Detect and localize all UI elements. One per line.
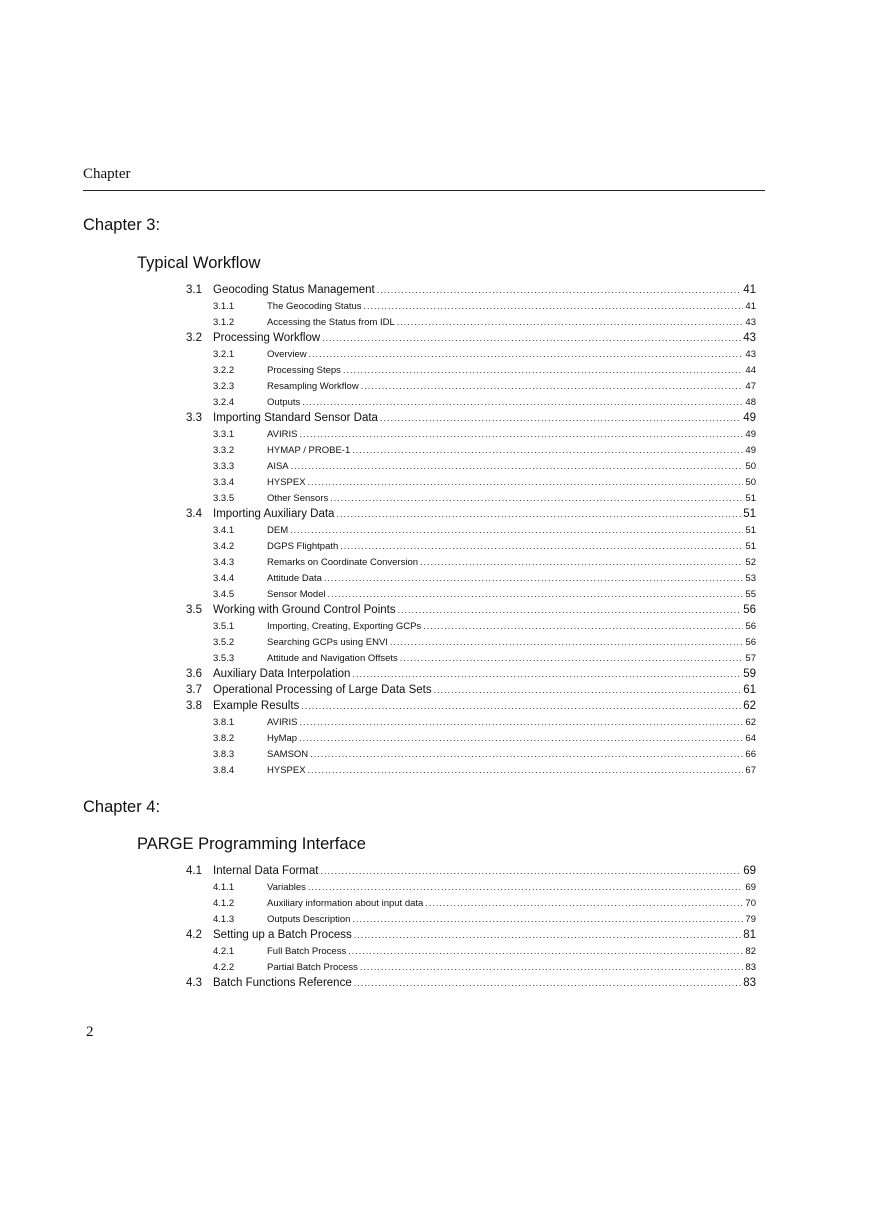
toc-section-entry[interactable] — [186, 682, 756, 698]
dot-leader — [299, 730, 743, 746]
toc-subsection-entry[interactable] — [186, 586, 756, 602]
entry-title: AVIRIS — [267, 717, 298, 728]
entry-title: HYSPEX — [267, 765, 306, 776]
entry-number: 3.5.3 — [213, 653, 235, 664]
entry-title: Full Batch Process — [267, 946, 347, 957]
entry-title: Importing Auxiliary Data — [213, 508, 335, 520]
entry-page-number: 56 — [743, 604, 756, 616]
dot-leader — [354, 975, 741, 991]
dot-leader — [290, 522, 743, 538]
entry-page-number: 57 — [745, 653, 756, 664]
header-rule — [83, 190, 765, 191]
entry-title: HYSPEX — [267, 477, 306, 488]
entry-title: Internal Data Format — [213, 865, 319, 877]
toc-subsection-entry[interactable] — [186, 879, 756, 895]
toc-section-entry[interactable] — [186, 975, 756, 991]
toc-subsection-entry[interactable] — [186, 895, 756, 911]
entry-number: 3.3.1 — [213, 429, 235, 440]
dot-leader — [361, 378, 744, 394]
entry-number: 3.4.4 — [213, 573, 235, 584]
entry-page-number: 83 — [743, 977, 756, 989]
entry-page-number: 43 — [745, 349, 756, 360]
entry-title: Sensor Model — [267, 589, 326, 600]
entry-number: 4.1 — [186, 865, 202, 877]
toc-section-entry[interactable] — [186, 602, 756, 618]
toc-section-entry[interactable] — [186, 330, 756, 346]
toc-subsection-entry[interactable] — [186, 730, 756, 746]
entry-number: 3.2.4 — [213, 397, 235, 408]
toc-subsection-entry[interactable] — [186, 650, 756, 666]
entry-title: DGPS Flightpath — [267, 541, 339, 552]
entry-number: 3.4.3 — [213, 557, 235, 568]
entry-title: Attitude and Navigation Offsets — [267, 653, 398, 664]
entry-title: Searching GCPs using ENVI — [267, 637, 388, 648]
entry-page-number: 69 — [743, 865, 756, 877]
entry-page-number: 62 — [743, 700, 756, 712]
dot-leader — [336, 506, 741, 522]
entry-title: Importing Standard Sensor Data — [213, 412, 378, 424]
entry-page-number: 51 — [745, 525, 756, 536]
toc-subsection-entry[interactable] — [186, 490, 756, 506]
entry-number: 3.2.1 — [213, 349, 235, 360]
entry-page-number: 62 — [745, 717, 756, 728]
toc-subsection-entry[interactable] — [186, 346, 756, 362]
entry-number: 3.7 — [186, 684, 202, 696]
dot-leader — [322, 330, 741, 346]
entry-title: Auxiliary information about input data — [267, 898, 424, 909]
toc-subsection-entry[interactable] — [186, 911, 756, 927]
toc-section-entry[interactable] — [186, 927, 756, 943]
toc-subsection-entry[interactable] — [186, 458, 756, 474]
dot-leader — [308, 474, 744, 490]
entry-title: Accessing the Status from IDL — [267, 317, 395, 328]
toc-section-entry[interactable] — [186, 506, 756, 522]
chapter-4-toc — [186, 863, 756, 991]
entry-title: Variables — [267, 882, 306, 893]
entry-page-number: 83 — [745, 962, 756, 973]
entry-number: 3.8 — [186, 700, 202, 712]
running-head: Chapter — [83, 166, 131, 182]
toc-subsection-entry[interactable] — [186, 554, 756, 570]
entry-number: 3.1.1 — [213, 301, 235, 312]
entry-number: 3.2 — [186, 332, 202, 344]
dot-leader — [343, 362, 743, 378]
entry-number: 3.2.3 — [213, 381, 235, 392]
entry-number: 3.4 — [186, 508, 202, 520]
dot-leader — [352, 666, 741, 682]
entry-page-number: 51 — [745, 541, 756, 552]
dot-leader — [328, 586, 744, 602]
entry-number: 3.1 — [186, 284, 202, 296]
entry-title: Working with Ground Control Points — [213, 604, 396, 616]
dot-leader — [425, 895, 743, 911]
dot-leader — [434, 682, 742, 698]
dot-leader — [309, 346, 744, 362]
entry-page-number: 43 — [745, 317, 756, 328]
entry-page-number: 55 — [745, 589, 756, 600]
entry-page-number: 43 — [743, 332, 756, 344]
toc-subsection-entry[interactable] — [186, 746, 756, 762]
dot-leader — [320, 863, 741, 879]
entry-page-number: 51 — [743, 508, 756, 520]
entry-number: 3.8.1 — [213, 717, 235, 728]
entry-page-number: 69 — [745, 882, 756, 893]
dot-leader — [390, 634, 744, 650]
entry-title: SAMSON — [267, 749, 309, 760]
entry-number: 3.5.2 — [213, 637, 235, 648]
toc-subsection-entry[interactable] — [186, 426, 756, 442]
entry-page-number: 67 — [745, 765, 756, 776]
entry-page-number: 41 — [745, 301, 756, 312]
chapter-4-label: Chapter 4: — [83, 798, 161, 816]
entry-title: Overview — [267, 349, 307, 360]
entry-number: 3.3.5 — [213, 493, 235, 504]
toc-subsection-entry[interactable] — [186, 314, 756, 330]
dot-leader — [364, 298, 744, 314]
page-number: 2 — [86, 1024, 94, 1040]
entry-number: 4.1.3 — [213, 914, 235, 925]
chapter-3-title: Typical Workflow — [137, 254, 261, 272]
entry-title: Attitude Data — [267, 573, 322, 584]
entry-title: Processing Workflow — [213, 332, 321, 344]
toc-subsection-entry[interactable] — [186, 522, 756, 538]
entry-page-number: 44 — [745, 365, 756, 376]
entry-title: The Geocoding Status — [267, 301, 362, 312]
dot-leader — [354, 927, 741, 943]
entry-page-number: 53 — [745, 573, 756, 584]
dot-leader — [330, 490, 743, 506]
entry-title: Batch Functions Reference — [213, 977, 352, 989]
dot-leader — [420, 554, 743, 570]
entry-number: 3.3.4 — [213, 477, 235, 488]
entry-title: Processing Steps — [267, 365, 341, 376]
entry-number: 4.1.2 — [213, 898, 235, 909]
dot-leader — [352, 911, 743, 927]
entry-title: Operational Processing of Large Data Sets — [213, 684, 432, 696]
entry-title: Outputs Description — [267, 914, 351, 925]
entry-title: AVIRIS — [267, 429, 298, 440]
entry-number: 3.1.2 — [213, 317, 235, 328]
entry-page-number: 66 — [745, 749, 756, 760]
entry-page-number: 59 — [743, 668, 756, 680]
entry-page-number: 41 — [743, 284, 756, 296]
toc-section-entry[interactable] — [186, 698, 756, 714]
entry-number: 3.6 — [186, 668, 202, 680]
entry-number: 3.8.3 — [213, 749, 235, 760]
toc-subsection-entry[interactable] — [186, 943, 756, 959]
entry-number: 3.8.2 — [213, 733, 235, 744]
dot-leader — [352, 442, 743, 458]
toc-subsection-entry[interactable] — [186, 538, 756, 554]
entry-number: 4.2 — [186, 929, 202, 941]
dot-leader — [310, 746, 743, 762]
entry-number: 4.1.1 — [213, 882, 235, 893]
entry-number: 3.5.1 — [213, 621, 235, 632]
entry-number: 3.4.2 — [213, 541, 235, 552]
entry-title: AISA — [267, 461, 289, 472]
entry-page-number: 47 — [745, 381, 756, 392]
entry-title: Resampling Workflow — [267, 381, 359, 392]
dot-leader — [397, 314, 744, 330]
toc-subsection-entry[interactable] — [186, 634, 756, 650]
toc-section-entry[interactable] — [186, 666, 756, 682]
entry-page-number: 50 — [745, 461, 756, 472]
entry-number: 3.5 — [186, 604, 202, 616]
dot-leader — [398, 602, 742, 618]
entry-page-number: 81 — [743, 929, 756, 941]
entry-number: 3.4.1 — [213, 525, 235, 536]
dot-leader — [308, 762, 744, 778]
dot-leader — [348, 943, 743, 959]
dot-leader — [377, 282, 741, 298]
toc-subsection-entry[interactable] — [186, 714, 756, 730]
entry-title: HYMAP / PROBE-1 — [267, 445, 351, 456]
entry-number: 3.2.2 — [213, 365, 235, 376]
entry-page-number: 56 — [745, 621, 756, 632]
dot-leader — [324, 570, 744, 586]
entry-page-number: 50 — [745, 477, 756, 488]
entry-title: Auxiliary Data Interpolation — [213, 668, 351, 680]
entry-page-number: 64 — [745, 733, 756, 744]
entry-number: 3.3.3 — [213, 461, 235, 472]
dot-leader — [400, 650, 744, 666]
toc-subsection-entry[interactable] — [186, 442, 756, 458]
chapter-3-label: Chapter 3: — [83, 216, 161, 234]
entry-title: Setting up a Batch Process — [213, 929, 352, 941]
toc-section-entry[interactable] — [186, 863, 756, 879]
toc-subsection-entry[interactable] — [186, 474, 756, 490]
entry-title: Partial Batch Process — [267, 962, 358, 973]
dot-leader — [301, 698, 741, 714]
entry-page-number: 82 — [745, 946, 756, 957]
entry-page-number: 79 — [745, 914, 756, 925]
toc-subsection-entry[interactable] — [186, 762, 756, 778]
toc-subsection-entry[interactable] — [186, 378, 756, 394]
entry-number: 3.3.2 — [213, 445, 235, 456]
entry-page-number: 49 — [745, 445, 756, 456]
entry-title: DEM — [267, 525, 289, 536]
toc-subsection-entry[interactable] — [186, 570, 756, 586]
entry-page-number: 70 — [745, 898, 756, 909]
chapter-3-toc — [186, 282, 756, 778]
entry-page-number: 48 — [745, 397, 756, 408]
entry-page-number: 61 — [743, 684, 756, 696]
entry-number: 4.2.2 — [213, 962, 235, 973]
entry-number: 3.8.4 — [213, 765, 235, 776]
entry-page-number: 49 — [743, 412, 756, 424]
entry-page-number: 56 — [745, 637, 756, 648]
entry-title: Example Results — [213, 700, 300, 712]
dot-leader — [299, 714, 743, 730]
dot-leader — [308, 879, 744, 895]
entry-page-number: 49 — [745, 429, 756, 440]
entry-page-number: 52 — [745, 557, 756, 568]
entry-page-number: 51 — [745, 493, 756, 504]
entry-title: Other Sensors — [267, 493, 329, 504]
toc-subsection-entry[interactable] — [186, 959, 756, 975]
chapter-4-title: PARGE Programming Interface — [137, 835, 366, 853]
dot-leader — [340, 538, 743, 554]
entry-number: 4.2.1 — [213, 946, 235, 957]
toc-subsection-entry[interactable] — [186, 362, 756, 378]
toc-section-entry[interactable] — [186, 282, 756, 298]
dot-leader — [360, 959, 744, 975]
entry-title: Importing, Creating, Exporting GCPs — [267, 621, 422, 632]
dot-leader — [380, 410, 741, 426]
toc-subsection-entry[interactable] — [186, 298, 756, 314]
dot-leader — [299, 426, 743, 442]
toc-subsection-entry[interactable] — [186, 618, 756, 634]
dot-leader — [291, 458, 744, 474]
entry-title: Geocoding Status Management — [213, 284, 375, 296]
toc-section-entry[interactable] — [186, 410, 756, 426]
entry-number: 3.3 — [186, 412, 202, 424]
entry-title: HyMap — [267, 733, 298, 744]
entry-number: 3.4.5 — [213, 589, 235, 600]
entry-title: Remarks on Coordinate Conversion — [267, 557, 419, 568]
dot-leader — [302, 394, 743, 410]
entry-title: Outputs — [267, 397, 301, 408]
dot-leader — [423, 618, 743, 634]
entry-number: 4.3 — [186, 977, 202, 989]
toc-subsection-entry[interactable] — [186, 394, 756, 410]
